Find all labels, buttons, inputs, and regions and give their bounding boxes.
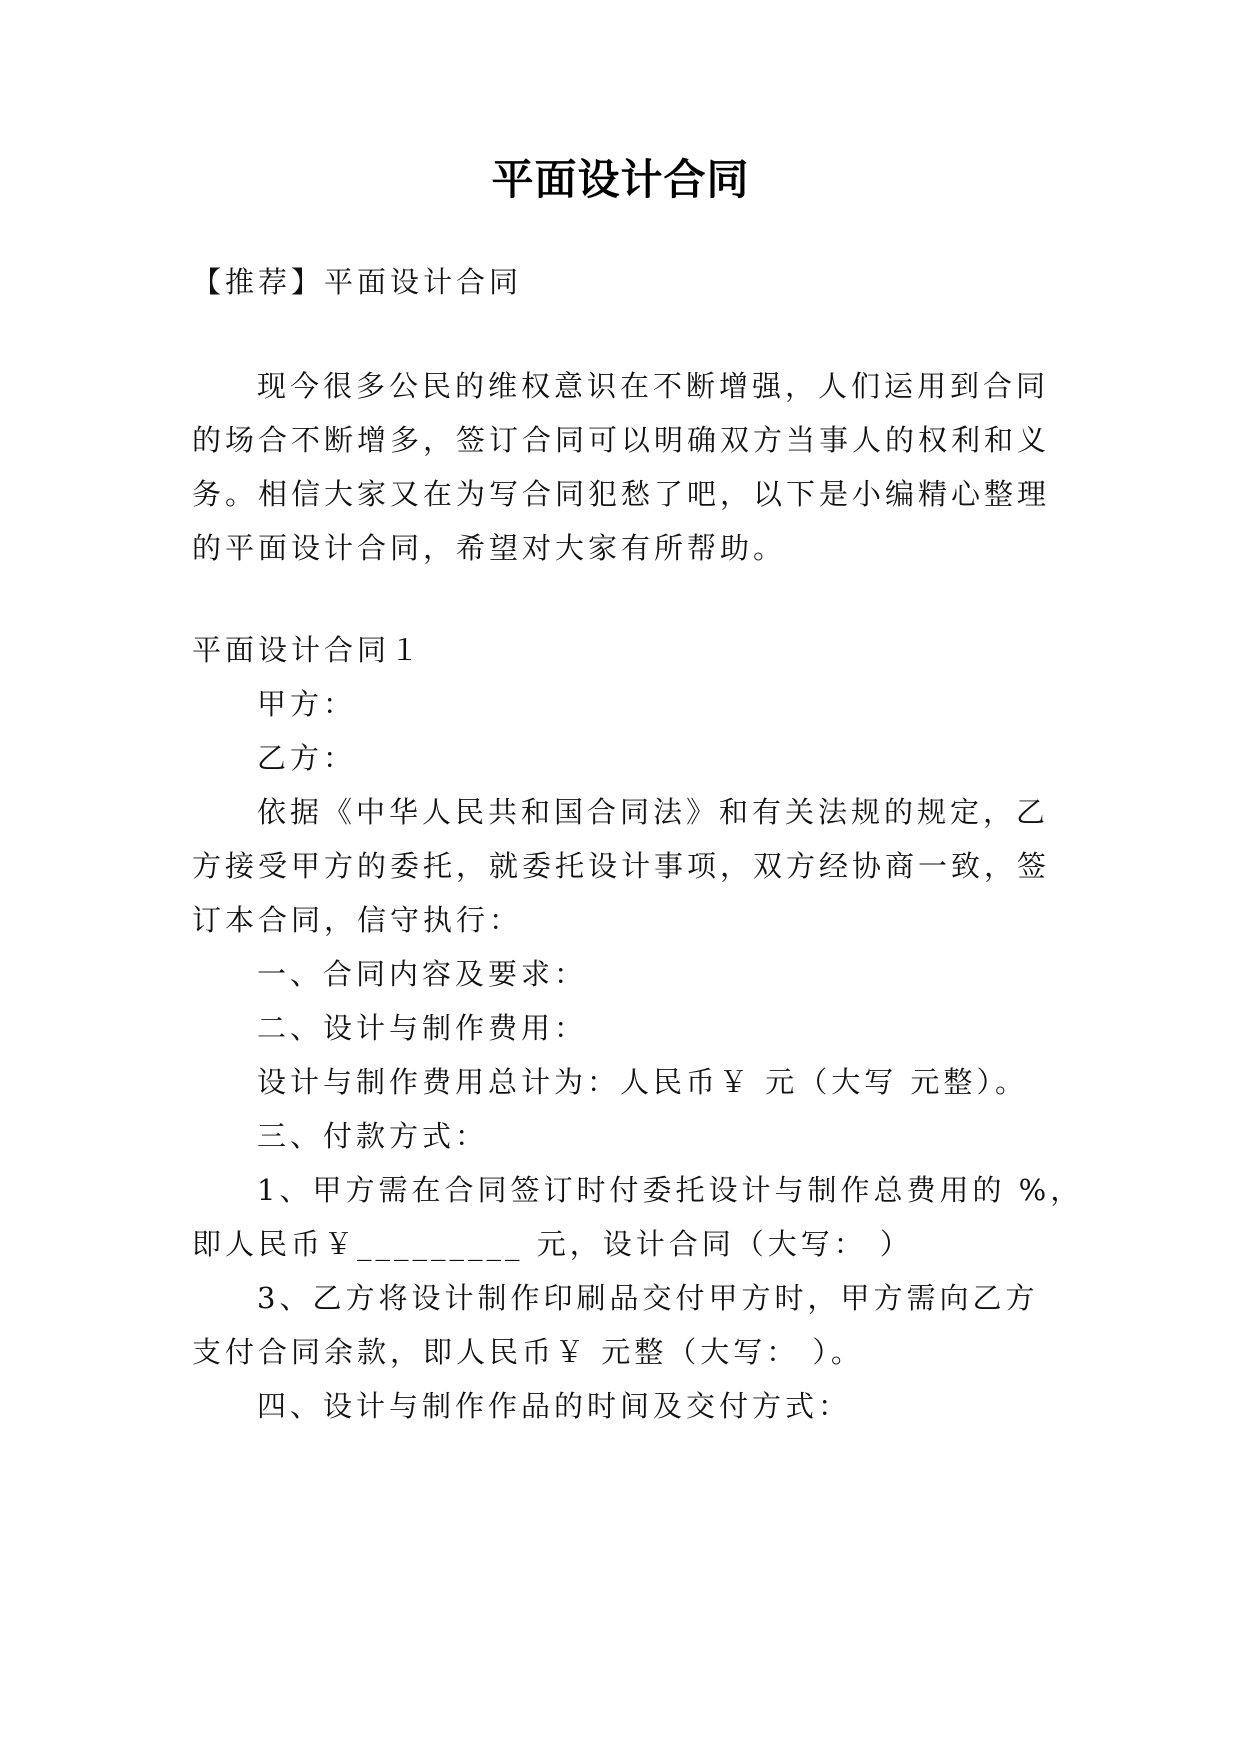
party-a-line: 甲方： — [257, 687, 357, 721]
clause-3-heading: 三、付款方式： — [257, 1119, 489, 1153]
clause-2-heading: 二、设计与制作费用： — [257, 1011, 588, 1045]
fee-total-line: 设计与制作费用总计为：人民币￥ 元（大写 元整）。 — [257, 1065, 1028, 1099]
basis-line-3: 订本合同，信守执行： — [192, 903, 523, 937]
payment-1-line-2: 即人民币￥_________ 元，设计合同（大写： ） — [192, 1227, 913, 1261]
section-heading: 平面设计合同１ — [192, 633, 424, 667]
intro-line-2: 的场合不断增多，签订合同可以明确双方当事人的权利和义 — [192, 423, 1051, 457]
payment-1-line-1: 1、甲方需在合同签订时付委托设计与制作总费用的 %， — [257, 1173, 1084, 1207]
basis-line-1: 依据《中华人民共和国合同法》和有关法规的规定，乙 — [257, 795, 1050, 829]
party-b-line: 乙方： — [257, 741, 357, 775]
intro-line-3: 务。相信大家又在为写合同犯愁了吧，以下是小编精心整理 — [192, 477, 1051, 511]
recommend-line: 【推荐】平面设计合同 — [192, 265, 523, 299]
clause-1-heading: 一、合同内容及要求： — [257, 957, 588, 991]
clause-4-heading: 四、设计与制作作品的时间及交付方式： — [257, 1389, 852, 1423]
payment-3-line-1: 3、乙方将设计制作印刷品交付甲方时，甲方需向乙方 — [257, 1281, 1039, 1315]
basis-line-2: 方接受甲方的委托，就委托设计事项，双方经协商一致，签 — [192, 849, 1051, 883]
document-title: 平面设计合同 — [491, 155, 750, 204]
intro-line-1: 现今很多公民的维权意识在不断增强，人们运用到合同 — [257, 369, 1050, 403]
intro-line-4: 的平面设计合同，希望对大家有所帮助。 — [192, 531, 787, 565]
payment-3-line-2: 支付合同余款，即人民币￥ 元整（大写： ）。 — [192, 1335, 864, 1369]
